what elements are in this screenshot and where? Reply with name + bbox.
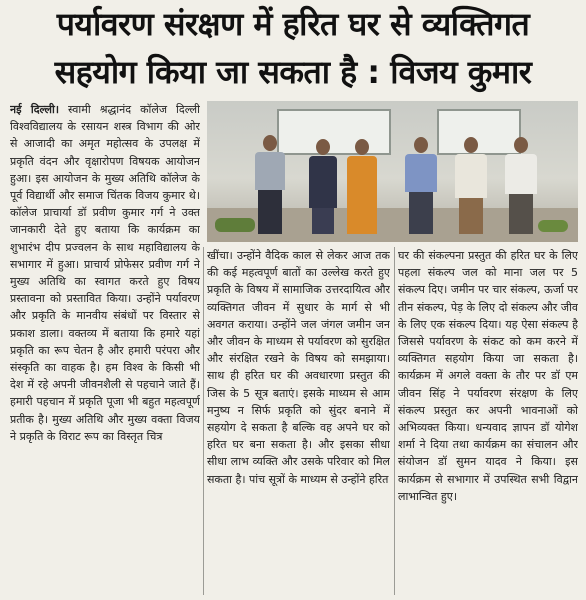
article-column-1 <box>10 101 200 595</box>
photo-person <box>505 137 537 234</box>
photo-plants <box>538 220 568 232</box>
headline-line-1: पर्यावरण संरक्षण में हरित घर से व्यक्तिगत <box>56 5 530 43</box>
column-2-text: खींचा। उन्होंने वैदिक काल से लेकर आज तक की कई महत्वपूर्ण बातों का उल्लेख करते हुए प्रकृति के विषय में सामाजिक उत्तरदायित्व और व्यक्तिगत जीवन में सुधार के मार्ग से भी अवगत कराया। उन्होंने जल जंगल जमीन जन और जीवन के माध्यम से पर्यावरण को सुरक्षित और संरक्षित रखने के विषय को समझाया। साथ ही हरित घर की अवधारणा प्रस्तुत की जिस के 5 सूत्र बताएं। इसके माध्यम से आम मनुष्य न सिर्फ प्रकृति को सुंदर बनाने में सहयोग दे सकता है बल्कि वह अपने घर को हरित घर बना सकता है। और इसका सीधा सीधा लाभ व्यक्ति और उसके परिवार को मिल सकता है। पांच सूत्रों के माध्यम से उन्होंने हरित <box>207 249 390 486</box>
column-3-text: घर की संकल्पना प्रस्तुत की हरित घर के लिए पहला संकल्प जल को माना जल पर 5 संकल्प दिए। जमीन पर चार संकल्प, ऊर्जा पर तीन संकल्प, पेड़ के लिए दो संकल्प और जीव के लिए एक संकल्प दिया। यह ऐसा संकल्प है जिससे पर्यावरण के संकट को कम करने में व्यक्तिगत सहयोग किया जा सकता है। कार्यक्रम में अगले वक्ता के तौर पर डॉ एम जीवन सिंह ने पर्यावरण संरक्षण के लिए संकल्प प्रस्तुत कर अपनी भावनाओं को अभिव्यक्त किया। धन्यवाद ज्ञापन डॉ योगेश शर्मा ने दिया तथा कार्यक्रम का संचालन और संयोजन डॉ सुमन यादव ने किया। इस कार्यक्रम से सभागार में उपस्थित सभी विद्वान लाभान्वित हुए। <box>398 249 578 503</box>
article-column-3 <box>398 247 578 595</box>
photo-plants <box>215 218 255 232</box>
photo-person <box>347 139 377 234</box>
column-divider <box>203 247 204 595</box>
column-divider <box>394 247 395 595</box>
headline <box>0 0 586 98</box>
dateline: नई दिल्ली। <box>10 103 59 116</box>
column-1-text: स्वामी श्रद्धानंद कॉलेज दिल्ली विश्वविद्यालय के रसायन शस्त्र विभाग की ओर से आजादी का अमृत महोत्सव के उपलक्ष में प्रकृति वंदन और वृक्षारोपण विषयक आयोजन हुआ। इस आयोजन के मुख्य अतिथि कॉलेज के पूर्व विद्यार्थी और समाज चिंतक विजय कुमार थे। कॉलेज प्राचार्या डॉ प्रवीण कुमार गर्ग ने उक्त जानकारी देते हुए बताया कि कार्यक्रम का शुभारंभ दीप प्रज्वलन के साथ महाविद्यालय के सभागार में हुआ। प्राचार्य प्रोफेसर प्रवीण गर्ग ने मुख्य अतिथि का स्वागत करते हुए विषय प्रस्तावना को प्रस्तावित किया। उन्होंने पर्यावरण और प्रकृति के मानवीय संबंधों पर विस्तार से प्रकाश डाला। वक्तव्य में बताया कि हमारे यहां प्रकृति का रूप चेतन है और हमारी परंपरा और संस्कृति का वाहक है। हम विश्व के किसी भी देश में रहे अपनी जीवनशैली से पहचाने जाते हैं। हमारी पहचान में प्रकृति पूजा भी बहुत महत्वपूर्ण प्रतीक है। मुख्य अतिथि और मुख्य वक्ता विजय ने प्रकृति के विराट रूप का विस्तृत चित्र <box>10 103 200 443</box>
photo-person <box>455 137 487 234</box>
event-photo <box>207 101 578 242</box>
photo-person <box>405 137 437 234</box>
article-column-2 <box>207 247 390 595</box>
photo-person <box>255 135 285 234</box>
headline-line-2: सहयोग किया जा सकता है : विजय कुमार <box>54 53 532 91</box>
photo-person <box>309 139 337 234</box>
